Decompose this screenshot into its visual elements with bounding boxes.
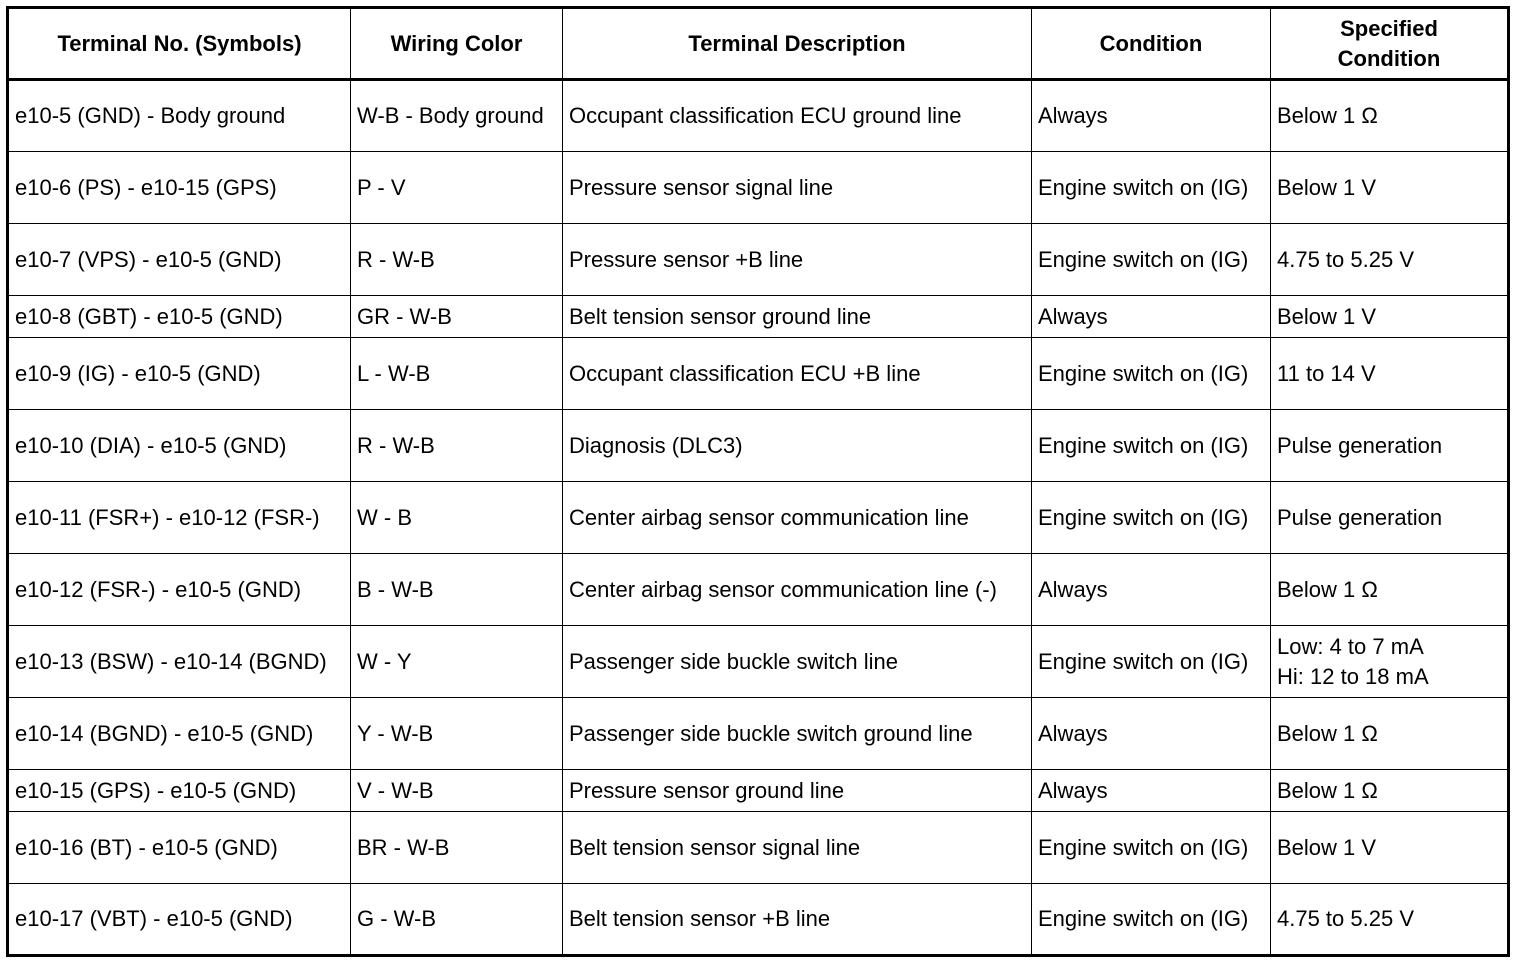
description-cell: Pressure sensor +B line [563,224,1032,296]
table-row [8,482,1509,554]
table-row [8,812,1509,884]
table-row [8,224,1509,296]
specified-condition-cell [1271,482,1509,554]
description-cell: Passenger side buckle switch ground line [563,698,1032,770]
specified-value: Below 1 V [1277,174,1377,200]
wiring-color-cell: BR - W-B [351,812,563,884]
specified-value: Below 1 Ω [1277,777,1378,803]
specified-condition-cell [1271,152,1509,224]
specified-value: 4.75 to 5.25 V [1277,246,1414,272]
description-cell: Center airbag sensor communication line [563,482,1032,554]
description-cell: Diagnosis (DLC3) [563,410,1032,482]
table-header [8,8,1509,80]
terminal-cell: e10-7 (VPS) - e10-5 (GND) [8,224,351,296]
wiring-color-cell: R - W-B [351,224,563,296]
table-row [8,770,1509,812]
specified-condition-cell [1271,770,1509,812]
header-condition: Condition [1032,8,1271,80]
specified-condition-cell [1271,812,1509,884]
specified-value: Hi: 12 to 18 mA [1277,663,1429,689]
terminal-cell: e10-14 (BGND) - e10-5 (GND) [8,698,351,770]
terminal-cell: e10-10 (DIA) - e10-5 (GND) [8,410,351,482]
description-cell: Pressure sensor ground line [563,770,1032,812]
table-row [8,698,1509,770]
header-specified-condition [1271,8,1509,80]
specified-condition-cell [1271,626,1509,698]
specified-condition-cell [1271,224,1509,296]
wiring-color-cell: W-B - Body ground [351,80,563,152]
wiring-color-cell: W - B [351,482,563,554]
condition-cell: Engine switch on (IG) [1032,812,1271,884]
table-row [8,80,1509,152]
header-row [8,8,1509,80]
terminal-cell: e10-6 (PS) - e10-15 (GPS) [8,152,351,224]
specified-value: Below 1 V [1277,303,1377,329]
specified-condition-cell [1271,338,1509,410]
wiring-color-cell: W - Y [351,626,563,698]
terminal-cell: e10-16 (BT) - e10-5 (GND) [8,812,351,884]
wiring-color-cell: L - W-B [351,338,563,410]
wiring-color-cell: G - W-B [351,884,563,956]
header-specified-line1: Specified [1340,15,1438,41]
table-row [8,410,1509,482]
terminal-cell: e10-8 (GBT) - e10-5 (GND) [8,296,351,338]
condition-cell: Engine switch on (IG) [1032,884,1271,956]
terminal-table [6,6,1510,957]
specified-value: Below 1 Ω [1277,103,1378,128]
description-cell: Occupant classification ECU ground line [563,80,1032,152]
specified-value: Pulse generation [1277,504,1443,530]
wiring-color-cell: P - V [351,152,563,224]
terminal-cell: e10-17 (VBT) - e10-5 (GND) [8,884,351,956]
condition-cell: Engine switch on (IG) [1032,626,1271,698]
condition-cell: Engine switch on (IG) [1032,224,1271,296]
header-terminal: Terminal No. (Symbols) [8,8,351,80]
specified-value: Below 1 Ω [1277,720,1378,746]
header-specified-line2: Condition [1337,45,1441,71]
terminal-cell: e10-11 (FSR+) - e10-12 (FSR-) [8,482,351,554]
terminal-cell: e10-13 (BSW) - e10-14 (BGND) [8,626,351,698]
specified-condition-cell [1271,296,1509,338]
terminal-cell: e10-9 (IG) - e10-5 (GND) [8,338,351,410]
condition-cell: Always [1032,770,1271,812]
table-row [8,152,1509,224]
header-wiring-color: Wiring Color [351,8,563,80]
specified-condition-cell [1271,410,1509,482]
description-cell: Pressure sensor signal line [563,152,1032,224]
table-row [8,884,1509,956]
specified-condition-cell [1271,698,1509,770]
specified-value: Low: 4 to 7 mA [1277,633,1424,659]
terminal-cell: e10-12 (FSR-) - e10-5 (GND) [8,554,351,626]
header-terminal-description: Terminal Description [563,8,1032,80]
specified-value: Pulse generation [1277,432,1443,458]
condition-cell: Always [1032,80,1271,152]
table-row [8,296,1509,338]
specified-value: Below 1 Ω [1277,576,1378,602]
terminal-cell: e10-15 (GPS) - e10-5 (GND) [8,770,351,812]
terminal-cell: e10-5 (GND) - Body ground [8,80,351,152]
wiring-color-cell: B - W-B [351,554,563,626]
wiring-color-cell: V - W-B [351,770,563,812]
table-body [8,80,1509,956]
wiring-color-cell: GR - W-B [351,296,563,338]
specified-condition-cell [1271,884,1509,956]
description-cell: Occupant classification ECU +B line [563,338,1032,410]
condition-cell: Always [1032,554,1271,626]
wiring-color-cell: R - W-B [351,410,563,482]
description-cell: Belt tension sensor signal line [563,812,1032,884]
condition-cell: Always [1032,296,1271,338]
table-row [8,626,1509,698]
specified-value: 4.75 to 5.25 V [1277,906,1414,931]
table-row [8,338,1509,410]
specified-condition-cell [1271,80,1509,152]
specified-value: Below 1 V [1277,834,1377,860]
specified-condition-cell [1271,554,1509,626]
description-cell: Center airbag sensor communication line (-) [563,554,1032,626]
condition-cell: Engine switch on (IG) [1032,410,1271,482]
description-cell: Passenger side buckle switch line [563,626,1032,698]
description-cell: Belt tension sensor ground line [563,296,1032,338]
wiring-color-cell: Y - W-B [351,698,563,770]
table-row [8,554,1509,626]
condition-cell: Engine switch on (IG) [1032,482,1271,554]
condition-cell: Engine switch on (IG) [1032,152,1271,224]
specified-value: 11 to 14 V [1277,360,1376,386]
condition-cell: Always [1032,698,1271,770]
description-cell: Belt tension sensor +B line [563,884,1032,956]
condition-cell: Engine switch on (IG) [1032,338,1271,410]
